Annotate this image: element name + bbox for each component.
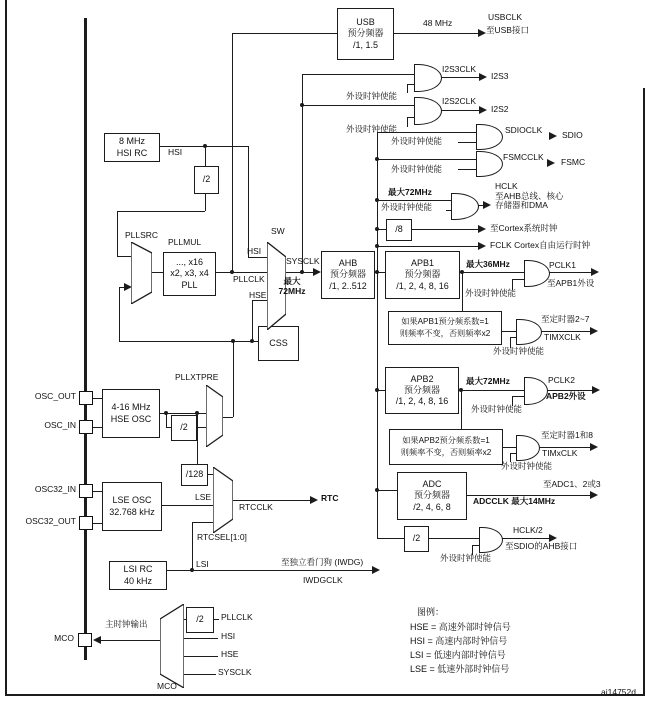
box-line: x2, x3, x4	[170, 268, 209, 279]
wire	[512, 279, 524, 280]
adc-prescaler-box	[397, 472, 467, 520]
osc-out-pin-label: OSC_OUT	[34, 391, 76, 401]
box-line: AHB	[338, 258, 358, 269]
wire	[458, 142, 476, 143]
ahb-prescaler-box	[321, 251, 375, 299]
rtcsel-label: RTCSEL[1:0]	[197, 532, 247, 542]
sdioclk-label: SDIOCLK	[505, 125, 543, 135]
arrow	[479, 106, 487, 114]
wire	[117, 211, 118, 256]
border-left	[5, 0, 7, 695]
wire	[458, 169, 476, 170]
osc32-out-pin-label: OSC32_OUT	[25, 516, 76, 526]
wire	[160, 505, 213, 506]
cortex-clock-label: 至Cortex系统时钟	[490, 223, 558, 233]
box-line: 如果APB2预分频系数=1	[402, 435, 490, 445]
rtc-target-label: RTC	[321, 493, 339, 503]
periph-enable-label: 外设时钟使能	[501, 461, 553, 471]
hsi-signal-label: HSI	[247, 246, 262, 256]
periph-enable-label: 外设时钟使能	[465, 288, 517, 298]
junction-dot	[300, 103, 304, 107]
tim2-7-gate	[516, 319, 542, 345]
wire	[119, 287, 120, 341]
arrow	[549, 132, 557, 140]
device-edge-bar	[84, 18, 87, 660]
pclk1-label: PCLK1	[549, 260, 576, 270]
hclk2-gate	[479, 527, 503, 553]
fsmc-gate	[476, 151, 503, 177]
box-line: LSI RC	[123, 564, 153, 575]
wire	[248, 257, 267, 258]
box-line: APB2	[410, 373, 434, 384]
apb2-note-box	[389, 429, 503, 465]
wire	[427, 538, 479, 539]
wire	[440, 110, 479, 111]
periph-enable-label: 外设时钟使能	[391, 164, 443, 174]
i2s3-gate	[414, 64, 442, 92]
wire	[440, 77, 479, 78]
arrow	[483, 201, 491, 209]
sw-label: SW	[271, 226, 285, 236]
arrow	[478, 225, 486, 233]
box-line: /2	[202, 174, 211, 185]
wire	[152, 272, 163, 273]
wire	[392, 33, 478, 34]
junction-dot	[375, 244, 379, 248]
arrow	[591, 268, 599, 276]
box-line: 则频率不变，否则频率x2	[400, 448, 492, 457]
arrow	[547, 159, 555, 167]
wire	[407, 84, 408, 93]
box-line: LSE OSC	[112, 495, 152, 506]
box-line: /2	[412, 533, 421, 544]
junction-dot	[375, 388, 379, 392]
wire	[500, 331, 516, 332]
pllsrc-label: PLLSRC	[125, 230, 159, 240]
hsi-signal-label: HSI	[168, 147, 183, 157]
arrow	[313, 268, 321, 276]
border-right	[643, 88, 645, 694]
i2s3-target-label: I2S3	[491, 71, 509, 81]
wire	[233, 500, 310, 501]
hclk-max-label: 最大72MHz	[388, 187, 432, 197]
junction-dot	[459, 388, 463, 392]
junction-dot	[375, 227, 379, 231]
wire	[377, 538, 404, 539]
wire	[512, 396, 524, 397]
arrow	[592, 386, 600, 394]
wire	[93, 491, 102, 492]
box-line: /1, 2, 4, 8, 16	[396, 280, 449, 291]
wire	[377, 246, 478, 247]
box-line: 预分频器	[347, 28, 384, 39]
legend-item: LSE = 低速外部时钟信号	[410, 664, 510, 674]
box-line: 预分频器	[404, 269, 441, 280]
wire	[472, 545, 479, 546]
fclk-label: FCLK Cortex自由运行时钟	[490, 240, 591, 250]
wire	[117, 211, 205, 212]
wire	[377, 200, 451, 201]
junction-dot	[460, 270, 464, 274]
legend-title: 图例：	[417, 607, 445, 617]
timxclk-label: TIMXCLK	[544, 332, 581, 342]
pllclk-signal-label: PLLCLK	[233, 274, 265, 284]
wire	[205, 192, 206, 211]
pllxtpre-label: PLLXTPRE	[175, 372, 219, 382]
sysclk-signal-label: SYSCLK	[218, 667, 252, 677]
mco-mux-label: MCO	[157, 681, 177, 691]
wire	[165, 570, 372, 571]
box-line: /2	[196, 614, 204, 625]
wire	[410, 229, 478, 230]
hse-osc-box	[102, 389, 160, 438]
hse-div2-box	[171, 415, 197, 441]
css-box	[258, 326, 299, 361]
osc-in-pin-label: OSC_IN	[44, 420, 76, 430]
adcclk-label: ADCCLK 最大14MHz	[473, 496, 556, 506]
usb-prescaler-box	[337, 8, 394, 60]
box-line: 8 MHz	[118, 136, 145, 147]
border-bottom	[5, 694, 645, 696]
junction-dot	[190, 568, 194, 572]
hclk-label: HCLK	[495, 181, 518, 191]
lse-signal-label: LSE	[195, 492, 212, 502]
wire	[233, 341, 234, 417]
wire	[166, 413, 167, 427]
periph-enable-label: 外设时钟使能	[346, 91, 398, 101]
junction-dot	[231, 339, 235, 343]
osc32-in-pin-label: OSC32_IN	[34, 484, 76, 494]
i2s2-target-label: I2S2	[491, 104, 509, 114]
mco-mux	[160, 604, 184, 688]
sdio-ahb-target-label: 至SDIO的AHB接口	[505, 541, 578, 551]
apb2-max-label: 最大72MHz	[466, 376, 510, 386]
lse-osc-box	[102, 482, 162, 531]
junction-dot	[375, 488, 379, 492]
pclk2-label: PCLK2	[548, 375, 575, 385]
periph-enable-label: 外设时钟使能	[493, 346, 545, 356]
timxclk-label: TIMxCLK	[542, 448, 578, 458]
hclk2-label: HCLK/2	[513, 525, 543, 535]
hsi-rc-box	[104, 133, 160, 162]
box-line: 预分频器	[403, 384, 440, 395]
box-line: CSS	[269, 337, 288, 348]
sysclk-max-label: 最大72MHz	[278, 276, 306, 297]
wire	[184, 674, 216, 675]
div128-box	[181, 464, 208, 486]
box-line: ..., x16	[175, 257, 203, 268]
wire	[252, 300, 253, 341]
apb1-prescaler-box	[385, 251, 460, 299]
pllxtpre-mux	[206, 385, 223, 447]
48mhz-label: 48 MHz	[423, 18, 453, 28]
arrow	[372, 566, 380, 574]
mco-pin-label: MCO	[54, 633, 74, 643]
wire	[462, 272, 463, 311]
wire	[248, 146, 249, 257]
wire	[548, 272, 591, 273]
wire	[407, 117, 414, 118]
apb2-target-label: APB2外设	[546, 391, 586, 401]
osc32-in-pin	[79, 484, 93, 498]
box-line: /1, 1.5	[352, 39, 379, 50]
arrow	[478, 242, 486, 250]
wire	[501, 538, 549, 539]
usbclk-label: USBCLK	[488, 12, 523, 22]
i2s3clk-label: I2S3CLK	[442, 64, 477, 74]
box-line: 40 kHz	[123, 575, 152, 586]
rtcclk-label: RTCCLK	[239, 502, 273, 512]
hse-signal-label: HSE	[221, 649, 239, 659]
mco-pin	[78, 633, 92, 647]
fsmcclk-label: FSMCCLK	[503, 152, 544, 162]
lsi-signal-label: LSI	[196, 559, 209, 569]
wire	[205, 146, 206, 166]
hclk-div2-box	[404, 526, 429, 552]
lsi-rc-box	[109, 561, 167, 590]
junction-dot	[203, 144, 207, 148]
box-line: APB1	[410, 258, 434, 269]
wire	[197, 413, 198, 464]
adc-target-label: 至ADC1、2或3	[543, 479, 601, 489]
wire	[192, 522, 193, 570]
hsi-div2-box	[194, 166, 219, 194]
tim2-7-target-label: 至定时器2~7	[541, 314, 590, 324]
pclk2-gate	[524, 377, 548, 405]
pllmul-label: PLLMUL	[168, 237, 202, 247]
usb-target-label: 至USB接口	[486, 25, 529, 35]
box-line: /1, 2, 4, 8, 16	[395, 396, 449, 407]
hclk-gate	[451, 193, 479, 220]
box-line: 如果APB1预分频系数=1	[401, 316, 489, 326]
sdio-gate	[476, 124, 503, 150]
wire	[117, 256, 131, 257]
arrow	[310, 496, 318, 504]
box-line: /128	[185, 469, 204, 480]
iwdg-target-label: 至独立看门狗 (IWDG)	[281, 557, 364, 567]
box-line: HSE OSC	[110, 413, 152, 424]
wire	[377, 132, 378, 538]
fsmc-target-label: FSMC	[561, 157, 586, 167]
apb2-prescaler-box	[385, 367, 459, 414]
legend-item: LSI = 低速内部时钟信号	[410, 650, 506, 660]
box-line: 4-16 MHz	[111, 402, 151, 413]
figure-id: ai14752d	[601, 687, 636, 697]
sdio-target-label: SDIO	[562, 130, 583, 140]
wire	[192, 522, 213, 523]
box-line: USB	[356, 17, 375, 28]
wire	[302, 105, 414, 106]
periph-enable-label: 外设时钟使能	[471, 404, 523, 414]
wire	[407, 84, 414, 85]
junction-dot	[375, 198, 379, 202]
junction-dot	[300, 270, 304, 274]
mco-output-label: 主时钟输出	[105, 619, 148, 629]
box-line: 32.768 kHz	[109, 506, 155, 517]
i2s2-gate	[414, 97, 442, 125]
wire	[184, 638, 218, 639]
periph-enable-label: 外设时钟使能	[391, 136, 443, 146]
box-line: ADC	[422, 479, 442, 490]
legend-item: HSI = 高速内部时钟信号	[410, 636, 508, 646]
wire	[93, 523, 102, 524]
box-line: 则频率不变，否则频率x2	[399, 329, 491, 338]
arrow	[590, 327, 598, 335]
wire	[302, 74, 414, 75]
osc32-out-pin	[79, 516, 93, 530]
box-line: /2	[180, 422, 188, 433]
wire	[93, 398, 102, 399]
osc-out-pin	[79, 391, 93, 405]
wire	[214, 272, 267, 273]
mco-div2-box	[186, 607, 214, 633]
wire	[232, 33, 233, 272]
arrow	[590, 443, 598, 451]
pllsrc-mux	[131, 242, 152, 304]
arrow	[479, 73, 487, 81]
i2s2clk-label: I2S2CLK	[442, 96, 477, 106]
arrow	[590, 491, 598, 499]
box-line: PLL	[181, 279, 198, 290]
apb1-max-label: 最大36MHz	[466, 259, 510, 269]
junction-dot	[164, 411, 168, 415]
box-line: 预分频器	[413, 490, 450, 501]
osc-in-pin	[79, 420, 93, 434]
sysclk-signal-label: SYSCLK	[286, 256, 320, 266]
box-line: /1, 2..512	[329, 280, 367, 291]
arrow	[93, 636, 101, 644]
div8-box	[386, 219, 412, 241]
wire	[407, 117, 408, 127]
hse-signal-label: HSE	[249, 290, 267, 300]
apb1-note-box	[388, 311, 502, 345]
wire	[119, 341, 259, 342]
periph-enable-label: 外设时钟使能	[346, 124, 398, 134]
wire	[93, 427, 102, 428]
wire	[184, 656, 218, 657]
arrow	[478, 29, 486, 37]
junction-dot	[375, 270, 379, 274]
periph-enable-label: 外设时钟使能	[381, 202, 433, 212]
hsi-signal-label: HSI	[221, 631, 236, 641]
hclk-target-label: 至AHB总线、核心	[495, 191, 564, 201]
tim1-8-gate	[516, 435, 540, 461]
wire	[377, 490, 397, 491]
junction-dot	[250, 339, 254, 343]
box-line: HSI RC	[116, 147, 148, 158]
periph-enable-label: 外设时钟使能	[440, 553, 492, 563]
box-line: 预分频器	[329, 269, 366, 280]
pllclk-signal-label: PLLCLK	[221, 612, 253, 622]
tim1-8-target-label: 至定时器1和8	[541, 430, 593, 440]
box-line: /8	[395, 224, 403, 235]
wire	[377, 159, 476, 160]
wire	[461, 390, 462, 429]
pllmul-box	[163, 252, 216, 296]
legend-item: HSE = 高速外部时钟信号	[410, 622, 511, 632]
iwdgclk-label: IWDGCLK	[303, 575, 343, 585]
wire	[232, 33, 337, 34]
apb1-target-label: 至APB1外设	[547, 278, 595, 288]
box-line: /2, 4, 6, 8	[413, 501, 451, 512]
wire	[101, 640, 160, 641]
hclk-target-label: 存储器和DMA	[495, 200, 548, 210]
junction-dot	[375, 157, 379, 161]
wire	[223, 417, 233, 418]
rtcsel-mux	[213, 467, 233, 533]
